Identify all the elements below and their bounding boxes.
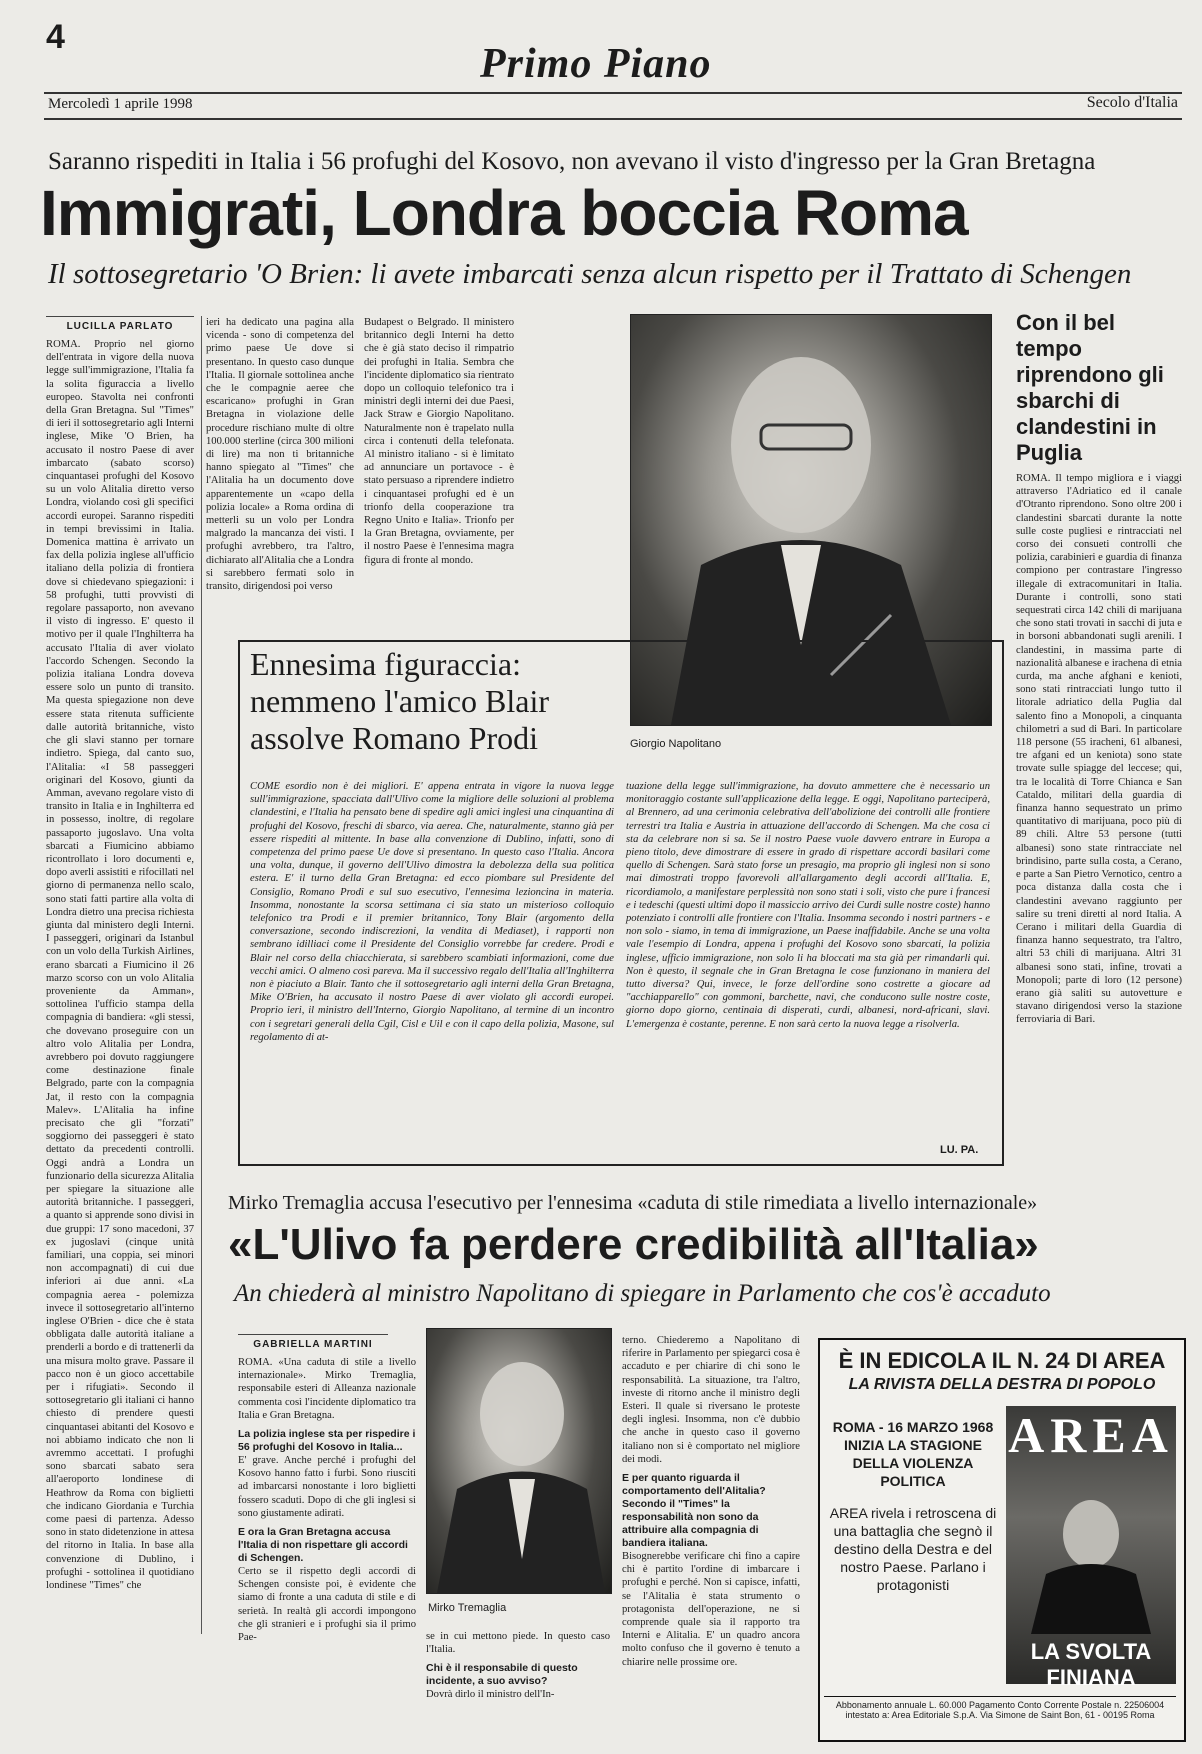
- interview-intro: ROMA. «Una caduta di stile a livello internazionale». Mirko Tremaglia, responsabile esteri di Alleanza nazionale commenta così l'incidente diplomatico tra Italia e Gran Bretagna.: [238, 1357, 416, 1421]
- editorial-title: Ennesima figuraccia: nemmeno l'amico Blair assolve Romano Prodi: [250, 646, 550, 756]
- interview-answer-1: E' grave. Anche perché i profughi del Kosovo hanno fatto i furbi. Sono riusciti ad imbarcarsi nonostante i loro biglietti fossero scaduti. Dopo di che gli inglesi si sono giustamente adirati.: [238, 1455, 416, 1519]
- ad-footer-line-2: intestato a: Area Editoriale S.p.A. Via Simone de Saint Bon, 61 - 00195 Roma: [845, 1710, 1155, 1720]
- second-story-column-1: [238, 1356, 416, 1744]
- interview-answer-3-continued: terno. Chiederemo a Napolitano di riferire in Parlamento per spiegarci cosa è accaduto e per chiarire di chi sono le responsabilità. La situazione, tra l'altro, investe di ritorno anche il ministro degli Esteri. Il quale si riversano le proteste degli inglesi. Insomma, non c'è dubbio che anche in questo caso il governo italiano non si è comportato nel migliore dei modi.: [622, 1335, 800, 1465]
- ad-headline: È IN EDICOLA IL N. 24 DI AREA: [838, 1348, 1166, 1373]
- newspaper-name: Secolo d'Italia: [1086, 94, 1178, 111]
- header-rule: [44, 92, 1182, 94]
- interview-question-1: La polizia inglese sta per rispedire i 56 profughi del Kosovo in Italia...: [238, 1428, 416, 1454]
- interview-answer-2-continued: se in cui mettono piede. In questo caso l'Italia.: [426, 1631, 610, 1656]
- interview-answer-3: Dovrà dirlo il ministro dell'In-: [426, 1689, 555, 1701]
- interview-question-4: E per quanto riguarda il comportamento dell'Alitalia? Secondo il "Times" la responsabilità non sono da attribuire alla compagnia di bandiera italiana.: [622, 1472, 766, 1550]
- ad-block-1: ROMA - 16 MARZO 1968 INIZIA LA STAGIONE DELLA VIOLENZA POLITICA: [832, 1419, 994, 1489]
- area-magazine-ad: [818, 1338, 1186, 1742]
- second-story-column-2: [426, 1630, 610, 1744]
- header-rule-bottom: [44, 118, 1182, 120]
- second-story-kicker: Mirko Tremaglia accusa l'esecutivo per l'ennesima «caduta di stile rimediata a livello internazionale»: [228, 1192, 1038, 1214]
- interview-question-2: E ora la Gran Bretagna accusa l'Italia di non rispettare gli accordi di Schengen.: [238, 1526, 408, 1565]
- second-story-headline: «L'Ulivo fa perdere credibilità all'Italia»: [228, 1220, 1039, 1269]
- tremaglia-photo: [426, 1328, 612, 1594]
- top-story-byline: LUCILLA PARLATO: [46, 316, 194, 332]
- ad-block-2: AREA rivela i retroscena di una battaglia che segnò il destino della Destra e del nostro Paese. Parlano i protagonisti: [829, 1505, 997, 1593]
- second-story-subhead: An chiederà al ministro Napolitano di spiegare in Parlamento che cos'è accaduto: [234, 1280, 1051, 1307]
- ad-footer: [824, 1696, 1176, 1720]
- editorial-signature: LU. PA.: [940, 1144, 979, 1156]
- magazine-cover: [1006, 1406, 1176, 1690]
- column-divider: [201, 316, 202, 1634]
- interview-answer-2: Certo se il rispetto degli accordi di Schengen consiste poi, è evidente che siamo di fronte a una caduta di stile e di serietà. In realtà gli accordi impongono che gli stranieri e i profughi sia il primo Pae-: [238, 1566, 416, 1644]
- interview-answer-4: Bisognerebbe verificare chi fino a capire chi è partito l'ordine di imbarcare i profughi e perché. Non si capisce, infatti, se l'Alitalia è stata strumento o protagonista dell'operazione, ne si comprende quale sia il rapporto tra Interni e Alitalia. E' un quadro ancora molto confuso che il governo è tenuto a chiarire nelle prossime ore.: [622, 1551, 800, 1668]
- issue-date: Mercoledì 1 aprile 1998: [48, 96, 193, 112]
- sidebar-headline: Con il bel tempo riprendono gli sbarchi di clandestini in Puglia: [1016, 310, 1164, 465]
- second-story-byline: GABRIELLA MARTINI: [238, 1334, 388, 1350]
- sidebar-text: ROMA. Il tempo migliora e i viaggi attraverso l'Adriatico ed il canale d'Otranto riprendono. Sono oltre 200 i clandestini sbarcati durante la notte sulle coste pugliesi e rintracciati nel corso dei consueti controlli che polizia, carabinieri e guardia di finanza compiono per contrastare l'ingresso illegale di extracomunitari in Italia. Durante i controlli, sono stati sequestrati circa 142 chili di marijuana che sono stati trovati in sacchi di juta e in borsoni abbandonati sugli arenili. I clandestini, in massima parte di nazionalità albanese e irachena di etnia curda, ma anche afghani e kenioti, sono stati rintracciati lungo tutto il litorale adriatico della Puglia dal salento fino a Monopoli, a cinquanta chilometri a sud di Bari. In particolare 118 persone (55 iracheni, 61 albanesi, tre afgani ed un keniota) sono state trovate sulle spiagge del leccese; qui, tra le località di Torre Chianca e San Cataldo, militari della guardia di finanza hanno sequestrato un primo quantitativo di marijuana, poco più di 89 chili. Altre 53 persone (tutti albanesi) sono state rintracciate nel brindisino, parte sulla costa, a Cerano, e parte a San Pietro Vernotico, centro a poca distanza dalla costa che i clandestini avevano raggiunto per salire su treni diretti al nord Italia. A Cerano i militari della Guardia di finanza hanno sequestrato, tra l'altro, altri 53 chili di marijuana. Altri 31 albanesi sono stati, infine, trovati a Monopoli; parte di loro (12 persone) erano già saliti su autovetture e stavano dirigendosi verso la stazione ferroviaria di Bari.: [1016, 473, 1182, 1026]
- portrait-silhouette-icon: [427, 1329, 611, 1593]
- top-story-kicker: Saranno rispediti in Italia i 56 profughi del Kosovo, non avevano il visto d'ingresso per la Gran Bretagna: [48, 148, 1096, 175]
- top-story-subhead: Il sottosegretario 'O Brien: li avete imbarcati senza alcun rispetto per il Trattato di Schengen: [48, 258, 1132, 290]
- tremaglia-photo-caption: Mirko Tremaglia: [428, 1602, 507, 1614]
- section-masthead: Primo Piano: [480, 41, 712, 87]
- magazine-cover-title: LA SVOLTA FINIANA: [1030, 1639, 1152, 1690]
- napolitano-photo-caption: Giorgio Napolitano: [630, 738, 722, 750]
- editorial-column-1: COME esordio non è dei migliori. E' appena entrata in vigore la nuova legge sull'immigrazione, spacciata dall'Ulivo come la migliore delle soluzioni al problema clandestini, e l'Italia ha pensato bene di spedire agli amici inglesi una cinquantina di profughi del Kosovo, freschi di sbarco, via aerea. Che, naturalmente, stanno già per essere rispediti al mittente. In base alla convenzione di Dublino, infatti, sono di competenza del primo paese Ue dove si presentano. In questo caso l'Italia. Ancora una volta, dunque, il governo dell'Ulivo dimostra la debolezza della sua politica estera. E' il turno della Gran Bretagna: ed ecco piombare sul Presidente del Consiglio, Romano Prodi e sul suo esecutivo, l'ennesima lezioncina in materia. Insomma, nonostante la scorsa settimana ci sia stato un misterioso colloquio telefonico tra Prodi e il premier britannico, Tony Blair (argomento della conversazione, secondo indiscrezioni, la vendita di Mediaset), i rapporti non sembrano idilliaci come il Presidente del Consiglio vorrebbe far credere. Prodi e Blair nel corso della chiacchierata, si sarebbero scambiati informazioni, come due vecchi amici. O almeno così pareva. Ma il successivo regalo dell'Italia all'Inghilterra non è piaciuto a Blair. Tanto che il sottosegretario agli interni della Gran Bretagna, Mike O'Brien, ha accusato il nostro Paese di aver violato gli accordi europei. Proprio ieri, il ministro dell'Interno, Giorgio Napolitano, al termine di un incontro con i segretari generali della Cgil, Cisl e Uil e con il capo della polizia, Masone, sul regolamento di at-: [250, 781, 614, 1043]
- top-story-column-2: ieri ha dedicato una pagina alla vicenda - sono di competenza del primo paese Ue dove si presentano. In questo caso dunque l'Italia. Il giornale sottolinea anche che le compagnie aeree che escaricano» profughi in Gran Bretagna in violazione delle procedure rischiano multe di oltre 100.000 sterline (circa 300 milioni di lire) ma non ti britanniche hanno spiegato al "Times" che l'Alitalia ha un documento dove apparentemente un «capo della polizia locale» a Roma ordina di metterli su un volo per Londra malgrado la mancanza dei visti. I profughi avrebbero, tra l'altro, dichiarato all'Alitalia che a Londra si sarebbero fermati solo in transito, dirigendosi poi verso: [206, 317, 354, 593]
- magazine-logo: AREA: [1008, 1407, 1174, 1463]
- top-story-column-1: ROMA. Proprio nel giorno dell'entrata in vigore della nuova legge sull'immigrazione, l'Italia fa la solita figuraccia a livello europeo. Stavolta nei confronti della Gran Bretagna. Sul "Times" di ieri il sottosegretario agli Interni inglese, Mike 'O Brien, ha accusato il nostro Paese di aver imbarcato (sabato scorso) cinquantasei profughi del Kosovo su un volo Alitalia diretto verso Londra, violando così gli specifici accordi europei. Saranno rispediti in tempi brevissimi in Italia. Domenica mattina è arrivato un fax della polizia inglese all'ufficio italiano della polizia di frontiera dove si chiedevano spiegazioni: i 58 profughi, tutti provvisti di regolare passaporto, non avevano il visto di ingresso. E' questo il motivo per il quale l'Inghilterra ha accusato l'Italia di aver violato l'accordo Schengen. Secondo la polizia italiana Londra doveva essere solo un punto di transito. Ma questa spiegazione non deve essere stata ritenuta sufficiente dalle autorità britanniche, visto che gli slavi stanno per tornare indietro. Spiega, dal canto suo, l'Alitalia: «I 58 passeggeri originari del Kosovo, giunti da Amman, avevano regolare visto di transito in Italia e in Inghilterra ed in possesso, inoltre, di regolare passaporto jugoslavo. Una volta sbarcati a Fiumicino abbiamo ricontrollato i loro documenti e, dopo averli assistiti e rifocillati nel giorno di permanenza nello scalo, sono stati fatti partire alla volta di Londra dietro una precisa richiesta giunta dal ministero degli Interni. I passeggeri, originari da Istanbul con un volo della Turkish Airlines, erano sbarcati a Fiumicino il 26 marzo scorso con un volo Alitalia proveniente da Amman», sottolinea l'ufficio stampa della compagnia di bandiera: «gli stessi, che dovevano proseguire con un altro volo Alitalia per Londra, avrebbero poi dovuto raggiungere come destinazione finale Belgrado, parte con la compagnia Jat, il resto con la compagnia Malev». L'Alitalia ha infine precisato che gli "forzati" soggiorno dei passeggeri è stato dettato da precedenti controlli. Oggi andrà a Londra un funzionario della sicurezza Alitalia per spiegare la situazione alle autorità britanniche. I passeggeri, a quanto si apprende sono divisi in due gruppi: 17 sono macedoni, 37 ex jugoslavi (cinque unità familiari, una coppia, sei minori non accompagnati) di cui due inferiori ai due anni. «La compagnia aerea - polemizza invece il sottosegretario all'interno inglese O'Brien - dice che è stata obbligata dalle autorità italiane a prenderli a bordo e di trattenerli da una misura molto grave. Passare il pacco non è un gioco accettabile per i rifugiati». Secondo il sottosegretario gli italiani ci hanno chiesto di prendere questi cinquantasei abitanti del Kosovo e noi abbiamo indicato che non li avremmo accettati. I profughi sono sbarcati sabato sera all'aeroporto londinese di Heathrow da Roma con biglietti che indicano Giordania e Turchia come paesi di partenza. Adesso sono in stato didetenzione in attesa del ritorno in Italia. In base alla convenzione di Dublino, i profughi - sottolinea il quotidiano londinese "Times" che: [46, 339, 194, 1592]
- second-story-column-3: [622, 1334, 800, 1744]
- interview-question-3: Chi è il responsabile di questo incidente, a suo avviso?: [426, 1662, 578, 1688]
- page-number: 4: [46, 18, 65, 56]
- top-story-column-3: Budapest o Belgrado. Il ministero britannico degli Interni ha detto che è già stato deciso il rimpatrio dei profughi in Italia. Sembra che l'incidente diplomatico sia rientrato dopo un colloquio telefonico tra i ministri degli interni dei due Paesi, Jack Straw e Giorgio Napolitano. Naturalmente non è trapelato nulla circa i contenuti della telefonata. Al ministro italiano - si è limitato ad annunciare un portavoce - è stato persuaso a riprendere indietro i cinquantasei profughi ed è un trionfo della cooperazione tra Regno Unito e Italia». Trionfo per la Gran Bretagna, ovviamente, per il nostro Paese è l'ennesima magra figura di fronte al mondo.: [364, 317, 514, 566]
- editorial-column-2: tuazione della legge sull'immigrazione, ha dovuto ammettere che è necessario un monitoraggio costante sull'applicazione della legge. E oggi, Napolitano parteciperà, al Brennero, ad una cerimonia celebrativa dell'abolizione dei controlli alle frontiere terrestri tra Italia e Austria in attuazione dell'accordo di Schengen. Ma che cosa ci sta da celebrare non si sa. Se il nostro Paese vuole davvero entrare in Europa a pieno titolo, deve dimostrare di essere in grado di rispettare accordi basilari come quello di Schengen. Sarà stato forse un presagio, ma proprio gli inglesi non si sono mai dimostrati troppo favorevoli all'allargamento degli accordi all'Italia. E, ricordiamolo, a manifestare perplessità non sono stati i soli, visto che pure i francesi e i tedeschi (questi ultimi dopo il massiccio arrivo dei Curdi sulle nostre coste) hanno potenziato i controlli alle frontiere con l'Italia. Insomma secondo i nostri partners - e non solo - siamo, in tema di immigrazione, un Paese inaffidabile. Anche se una volta vale l'esempio di Londra, appena i profughi del Kosovo sono sbarcati, la polizia inglese, ufficio immigrazione, non solo li ha bloccati ma sta già per rimandarli qui. Non è questo, il segnale che in Gran Bretagna le cose funzionano in maniera del tutto diversa? Qui, invece, le forze dell'ordine sono costrette a giocare ad "acchiapparello" con gommoni, barchette, navi, che conducono sulle nostre coste, giorno dopo giorno, centinaia di disperati, curdi, albanesi, nord-africani, slavi. L'emergenza è costante, perenne. E non sarà certo la nuova legge a risolverla.: [626, 781, 990, 1030]
- ad-tagline: LA RIVISTA DELLA DESTRA DI POPOLO: [848, 1376, 1156, 1393]
- magazine-cover-photo-icon: [1006, 1464, 1176, 1634]
- ad-footer-line-1: Abbonamento annuale L. 60.000 Pagamento Conto Corrente Postale n. 22506004: [835, 1700, 1165, 1710]
- top-story-headline: Immigrati, Londra boccia Roma: [40, 177, 968, 249]
